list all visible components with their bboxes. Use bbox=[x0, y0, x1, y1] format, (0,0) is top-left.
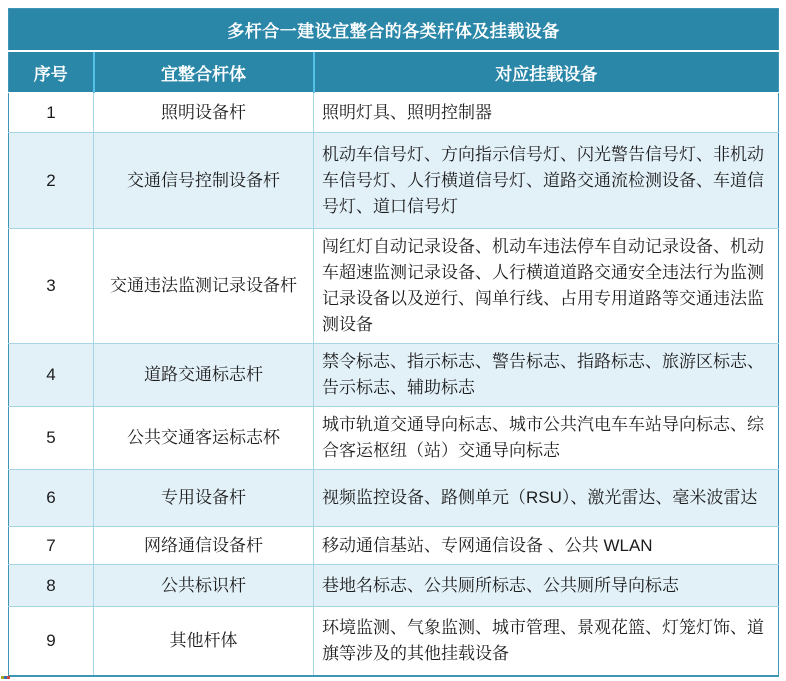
pole-type-cell: 专用设备杆 bbox=[94, 470, 314, 527]
table-row bbox=[9, 527, 779, 565]
pole-type-cell: 公共标识杆 bbox=[94, 565, 314, 607]
column-header-pole: 宜整合杆体 bbox=[94, 51, 314, 93]
table-row bbox=[9, 565, 779, 607]
column-header-no: 序号 bbox=[9, 51, 94, 93]
row-number-cell: 7 bbox=[9, 527, 94, 565]
table-row bbox=[9, 133, 779, 229]
devices-cell: 机动车信号灯、方向指示信号灯、闪光警告信号灯、非机动车信号灯、人行横道信号灯、道路交通流检测设备、车道信号灯、道口信号灯 bbox=[314, 133, 779, 229]
row-number-cell: 6 bbox=[9, 470, 94, 527]
pole-type-cell: 公共交通客运标志杯 bbox=[94, 407, 314, 470]
table-head bbox=[9, 9, 779, 93]
title-row bbox=[9, 9, 779, 52]
devices-cell: 移动通信基站、专网通信设备 、公共 WLAN bbox=[314, 527, 779, 565]
table-row bbox=[9, 607, 779, 676]
pole-type-cell: 网络通信设备杆 bbox=[94, 527, 314, 565]
pole-type-cell: 道路交通标志杆 bbox=[94, 344, 314, 407]
row-number-cell: 8 bbox=[9, 565, 94, 607]
devices-cell: 城市轨道交通导向标志、城市公共汽电车车站导向标志、综合客运枢纽（站）交通导向标志 bbox=[314, 407, 779, 470]
devices-cell: 闯红灯自动记录设备、机动车违法停车自动记录设备、机动车超速监测记录设备、人行横道道路交通安全违法行为监测记录设备以及逆行、闯单行线、占用专用道路等交通违法监测设备 bbox=[314, 229, 779, 344]
table-row bbox=[9, 407, 779, 470]
devices-cell: 照明灯具、照明控制器 bbox=[314, 93, 779, 133]
table-row bbox=[9, 470, 779, 527]
row-number-cell: 4 bbox=[9, 344, 94, 407]
table-row bbox=[9, 93, 779, 133]
header-row bbox=[9, 51, 779, 93]
pole-type-cell: 其他杆体 bbox=[94, 607, 314, 676]
pole-type-cell: 交通违法监测记录设备杆 bbox=[94, 229, 314, 344]
corner-pixel-artifact bbox=[1, 676, 10, 679]
column-header-devices: 对应挂载设备 bbox=[314, 51, 779, 93]
devices-cell: 环境监测、气象监测、城市管理、景观花篮、灯笼灯饰、道旗等涉及的其他挂载设备 bbox=[314, 607, 779, 676]
row-number-cell: 5 bbox=[9, 407, 94, 470]
row-number-cell: 2 bbox=[9, 133, 94, 229]
row-number-cell: 3 bbox=[9, 229, 94, 344]
pole-type-cell: 交通信号控制设备杆 bbox=[94, 133, 314, 229]
table-row bbox=[9, 344, 779, 407]
devices-cell: 禁令标志、指示标志、警告标志、指路标志、旅游区标志、告示标志、辅助标志 bbox=[314, 344, 779, 407]
table-body bbox=[9, 93, 779, 676]
devices-cell: 巷地名标志、公共厕所标志、公共厕所导向标志 bbox=[314, 565, 779, 607]
devices-cell: 视频监控设备、路侧单元（RSU）、激光雷达、毫米波雷达 bbox=[314, 470, 779, 527]
table-title: 多杆合一建设宜整合的各类杆体及挂载设备 bbox=[9, 9, 779, 52]
row-number-cell: 1 bbox=[9, 93, 94, 133]
table-row bbox=[9, 229, 779, 344]
pole-type-cell: 照明设备杆 bbox=[94, 93, 314, 133]
pole-integration-table bbox=[8, 8, 779, 677]
row-number-cell: 9 bbox=[9, 607, 94, 676]
